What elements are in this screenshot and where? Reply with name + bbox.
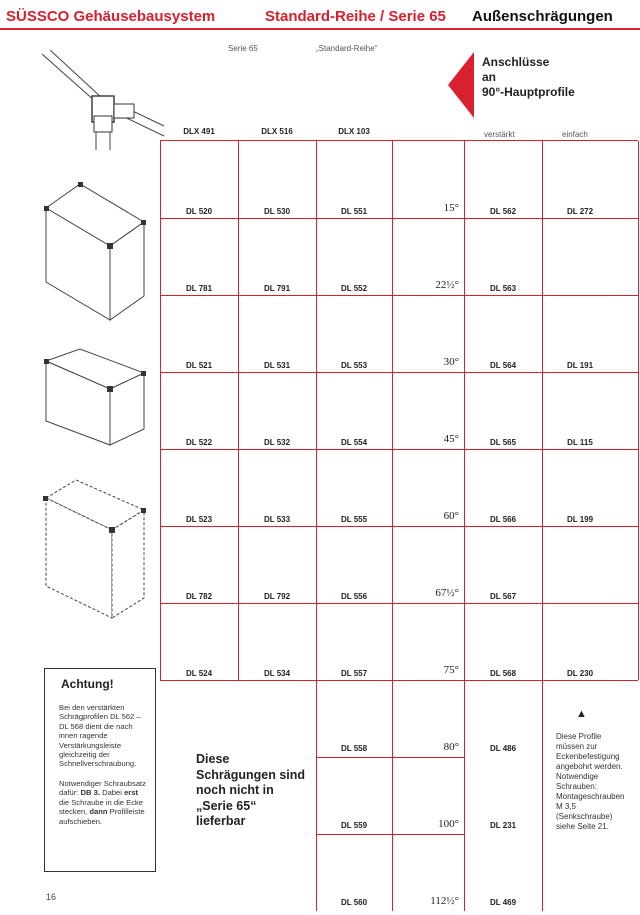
connector-label: DL 552 xyxy=(340,284,368,293)
grid-line xyxy=(638,449,639,526)
connector-label: DL 532 xyxy=(263,438,291,447)
connector-label: DL 522 xyxy=(185,438,213,447)
grid-line xyxy=(638,603,639,680)
profile-label: DL 486 xyxy=(489,744,517,753)
drill-note: Diese Profile müssen zur Eckenbefestigung angebohrt werden. Notwendige Schrauben: Montageschrauben M 3,5 (Senkschraube) siehe Seite 21. xyxy=(556,732,625,831)
profile-label: DL 563 xyxy=(489,284,517,293)
grid-line xyxy=(638,141,639,218)
achtung-paragraph-2 xyxy=(59,779,149,826)
angle-value: 67½° xyxy=(435,587,459,599)
connector-label: DL 554 xyxy=(340,438,368,447)
angle-diagram xyxy=(393,450,463,526)
page-number: 16 xyxy=(46,892,57,902)
brand-title: SÜSSCO Gehäusebausystem xyxy=(6,8,216,25)
connector-label: DL 521 xyxy=(185,361,213,370)
grid-line xyxy=(638,526,639,603)
topic-title: Außenschrägungen xyxy=(472,8,613,25)
angle-diagram xyxy=(393,219,463,295)
angle-diagram xyxy=(393,142,463,218)
angle-value: 15° xyxy=(443,202,459,214)
achtung-title: Achtung! xyxy=(61,677,114,691)
achtung-p2c: Dabei xyxy=(102,788,122,798)
box-sketch-1-icon xyxy=(40,178,150,328)
connector-label: DL 791 xyxy=(263,284,291,293)
connector-label: DL 553 xyxy=(340,361,368,370)
profile-label: DL 199 xyxy=(566,515,594,524)
connector-label: DL 781 xyxy=(185,284,213,293)
angle-diagram xyxy=(393,527,463,603)
grid-line xyxy=(638,372,639,449)
profile-label: DL 191 xyxy=(566,361,594,370)
connector-label: DL 792 xyxy=(263,592,291,601)
connector-label: DL 559 xyxy=(340,821,368,830)
achtung-p2b: DB 3. xyxy=(80,788,100,798)
connector-label: DL 558 xyxy=(340,744,368,753)
achtung-p2a: Notwendiger Schraubsatz dafür: xyxy=(59,779,146,798)
connector-label: DL 782 xyxy=(185,592,213,601)
achtung-p2e: die Schraube in die Ecke stecken, xyxy=(59,797,144,817)
angle-value: 112½° xyxy=(430,895,459,907)
connector-label: DL 531 xyxy=(263,361,291,370)
connector-label: DL 557 xyxy=(340,669,368,678)
angle-diagram xyxy=(393,604,463,680)
angle-diagram xyxy=(393,835,463,911)
angle-value: 30° xyxy=(443,356,459,368)
callout-text xyxy=(482,55,575,100)
profile-label: DL 566 xyxy=(489,515,517,524)
profile-label: DL 469 xyxy=(489,898,517,907)
note-marker-icon: ▲ xyxy=(576,708,587,720)
callout-line3: 90°-Hauptprofile xyxy=(482,85,575,99)
angle-diagram xyxy=(393,373,463,449)
achtung-p2f: dann xyxy=(89,807,108,817)
top-profile-label: DLX 103 xyxy=(338,127,370,136)
angle-diagram xyxy=(393,296,463,372)
col-header-standard: „Standard-Reihe“ xyxy=(316,44,378,53)
profile-label: DL 564 xyxy=(489,361,517,370)
connector-label: DL 560 xyxy=(340,898,368,907)
connector-label: DL 534 xyxy=(263,669,291,678)
connector-label: DL 523 xyxy=(185,515,213,524)
achtung-p2d: erst xyxy=(124,788,138,798)
profile-label: DL 568 xyxy=(489,669,517,678)
connector-label: DL 555 xyxy=(340,515,368,524)
profile-label: DL 231 xyxy=(489,821,517,830)
angle-value: 80° xyxy=(443,741,459,753)
connector-label: DL 533 xyxy=(263,515,291,524)
callout-line1: Anschlüsse xyxy=(482,55,550,69)
box-sketch-2-icon xyxy=(40,345,150,455)
grid-line xyxy=(638,295,639,372)
angle-diagram xyxy=(393,758,463,834)
angle-value: 100° xyxy=(438,818,459,830)
series-title: Standard-Reihe / Serie 65 xyxy=(265,8,446,25)
connector-label: DL 551 xyxy=(340,207,368,216)
grid-line xyxy=(638,218,639,295)
not-available-note: Diese Schrägungen sind noch nicht in „Serie 65“ lieferbar xyxy=(196,752,306,828)
profile-label: DL 567 xyxy=(489,592,517,601)
connector-label: DL 556 xyxy=(340,592,368,601)
box-sketch-3-icon xyxy=(40,476,150,626)
angle-value: 22½° xyxy=(435,279,459,291)
profile-label: DL 272 xyxy=(566,207,594,216)
col-header-einfach: einfach xyxy=(562,130,588,139)
achtung-box xyxy=(44,668,156,872)
profile-label: DL 115 xyxy=(567,438,593,447)
angle-value: 75° xyxy=(443,664,459,676)
callout-line2: an xyxy=(482,70,497,84)
col-header-serie65: Serie 65 xyxy=(228,44,258,53)
achtung-p2g: Profilleiste aufschieben. xyxy=(59,807,145,826)
callout-arrow xyxy=(448,52,474,118)
connector-label: DL 524 xyxy=(185,669,213,678)
col-header-verstaerkt: verstärkt xyxy=(484,130,515,139)
profile-label: DL 562 xyxy=(489,207,517,216)
grid-line-top xyxy=(160,140,638,141)
header-rule xyxy=(0,28,640,30)
angle-value: 60° xyxy=(443,510,459,522)
connector-label: DL 520 xyxy=(185,207,213,216)
angle-value: 45° xyxy=(443,433,459,445)
angle-diagram xyxy=(393,681,463,757)
assembly-sketch-icon xyxy=(36,46,166,156)
connector-label: DL 530 xyxy=(263,207,291,216)
achtung-paragraph-1: Bei den verstärkten Schrägprofilen DL 562 – DL 568 dient die nach innen ragende Verstärkungsleiste gleichzeitig der Schnellverschraubung. xyxy=(59,703,141,769)
top-profile-label: DLX 516 xyxy=(261,127,293,136)
profile-label: DL 565 xyxy=(489,438,517,447)
top-profile-label: DLX 491 xyxy=(183,127,215,136)
profile-label: DL 230 xyxy=(566,669,594,678)
